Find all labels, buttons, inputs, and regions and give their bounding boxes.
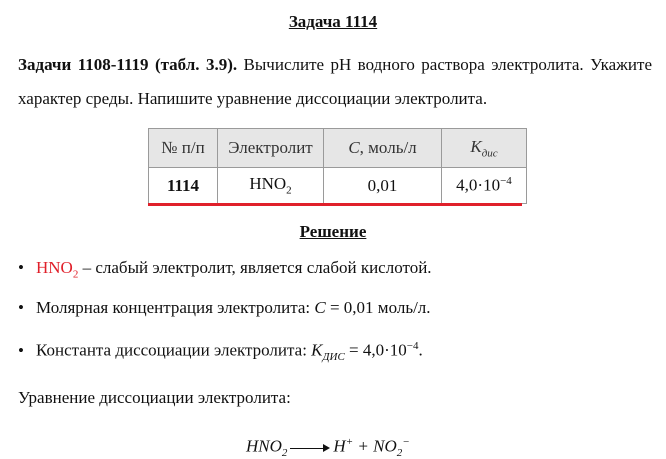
bullet-value: = 4,0·10	[344, 340, 407, 360]
cell-concentration: 0,01	[324, 168, 442, 204]
solution-title: Решение	[299, 222, 367, 241]
bullet-item	[18, 298, 431, 318]
electrolyte-sub: 2	[286, 184, 292, 197]
bullet-dot-icon: •	[18, 340, 24, 360]
reactant-sub: 2	[281, 447, 288, 459]
bullet-dot-icon: •	[18, 298, 24, 317]
equation-label: Уравнение диссоциации электролита:	[18, 388, 291, 407]
cation-charge: +	[345, 436, 354, 448]
header-number: № п/п	[149, 129, 218, 168]
constant-exponent: −4	[500, 175, 512, 188]
product-anion: NO	[373, 436, 397, 456]
bullet-exponent: −4	[406, 340, 419, 352]
formula-sub: 2	[72, 268, 79, 281]
plus-sign: +	[353, 436, 374, 456]
dissociation-equation	[246, 436, 410, 459]
task-title: Задача 1114	[288, 12, 378, 31]
cell-number: 1114	[149, 168, 218, 204]
bullet-end: .	[418, 340, 423, 360]
bullet-item	[18, 340, 423, 363]
bullet-symbol: C	[314, 298, 326, 317]
bullet-symbol-sub: ДИС	[322, 351, 345, 364]
cell-electrolyte	[218, 168, 324, 204]
header-constant	[442, 129, 527, 168]
formula-main: HNO	[36, 258, 73, 277]
cell-constant	[442, 168, 527, 204]
bullet-formula	[36, 258, 79, 281]
header-concentration	[324, 129, 442, 168]
anion-sub: 2	[396, 447, 403, 459]
table-underline	[148, 203, 522, 206]
anion-charge: −	[402, 436, 410, 448]
constant-mantissa: 4,0·10	[456, 175, 501, 195]
product-cation: H	[333, 436, 346, 456]
table-row	[149, 168, 527, 204]
table-header-row	[149, 129, 527, 168]
concentration-unit: , моль/л	[359, 138, 417, 157]
bullet-text: Константа диссоциации электролита:	[36, 340, 312, 360]
bullet-text: – слабый электролит, является слабой кислотой.	[78, 258, 432, 277]
bullet-dot-icon: •	[18, 258, 24, 277]
data-table	[148, 128, 527, 204]
bullet-symbol: K	[311, 340, 323, 360]
header-electrolyte: Электролит	[218, 129, 324, 168]
constant-sub: дис	[481, 147, 498, 160]
bullet-item	[18, 258, 432, 280]
bullet-end: .	[426, 298, 431, 317]
task-lead: Задачи 1108-1119 (табл. 3.9).	[18, 55, 238, 74]
constant-symbol: K	[470, 136, 482, 156]
task-text: Вычислите pH водного раствора электролита. Укажите характер среды. Напишите уравнение диссоциации электролита.	[18, 55, 652, 108]
bullet-value: = 0,01 моль/л	[325, 298, 427, 317]
reactant-formula: HNO	[246, 436, 282, 456]
task-statement	[18, 48, 652, 116]
bullet-text: Молярная концентрация электролита:	[36, 298, 315, 317]
concentration-symbol: C	[348, 138, 360, 157]
electrolyte-formula: HNO	[249, 174, 287, 194]
